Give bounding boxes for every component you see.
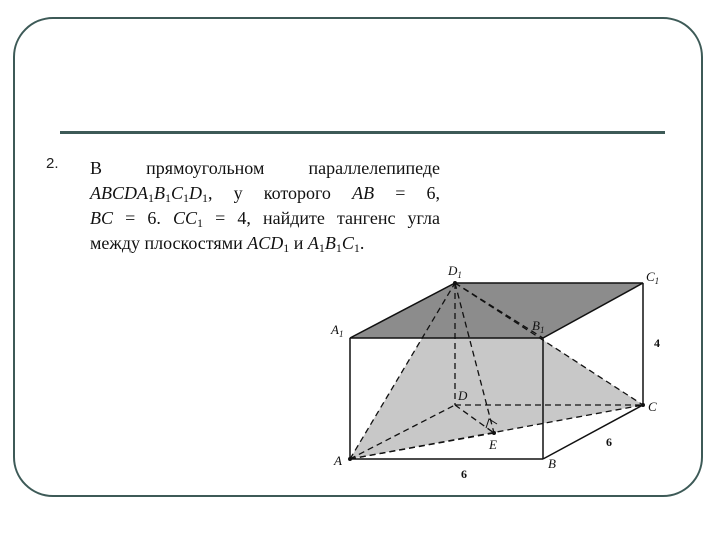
problem-line-3: BC = 6. $CC_1 = 4$, найдите тангенс угла	[90, 208, 440, 230]
top-face	[350, 283, 643, 338]
edge-label-AB: 6	[461, 467, 467, 481]
label-C: C	[648, 399, 657, 414]
parallelepiped-figure	[320, 258, 680, 498]
label-D1: $D_1$	[448, 263, 462, 280]
label-B: B	[548, 456, 556, 471]
problem-text	[90, 156, 440, 256]
label-E: E	[489, 437, 497, 452]
label-B1: $B_1$	[532, 318, 545, 335]
problem-line-2: $ABCDA_1B_1C_1D_1$, у которого AB = 6,	[90, 183, 440, 205]
edge-label-CC1: 4	[654, 336, 660, 350]
problem-line-1: В прямоугольном параллелепипеде	[90, 158, 440, 178]
label-D: D	[458, 388, 468, 403]
title-rule	[60, 131, 665, 134]
label-A: A	[334, 453, 342, 468]
edge-label-BC: 6	[606, 435, 612, 449]
problem-number: 2.	[46, 155, 59, 172]
label-C1: $C_1$	[646, 269, 660, 286]
problem-line-4: между плоскостями $ACD_1$ и $A_1B_1C_1$.	[90, 233, 365, 255]
label-A1: $A_1$	[331, 322, 344, 339]
